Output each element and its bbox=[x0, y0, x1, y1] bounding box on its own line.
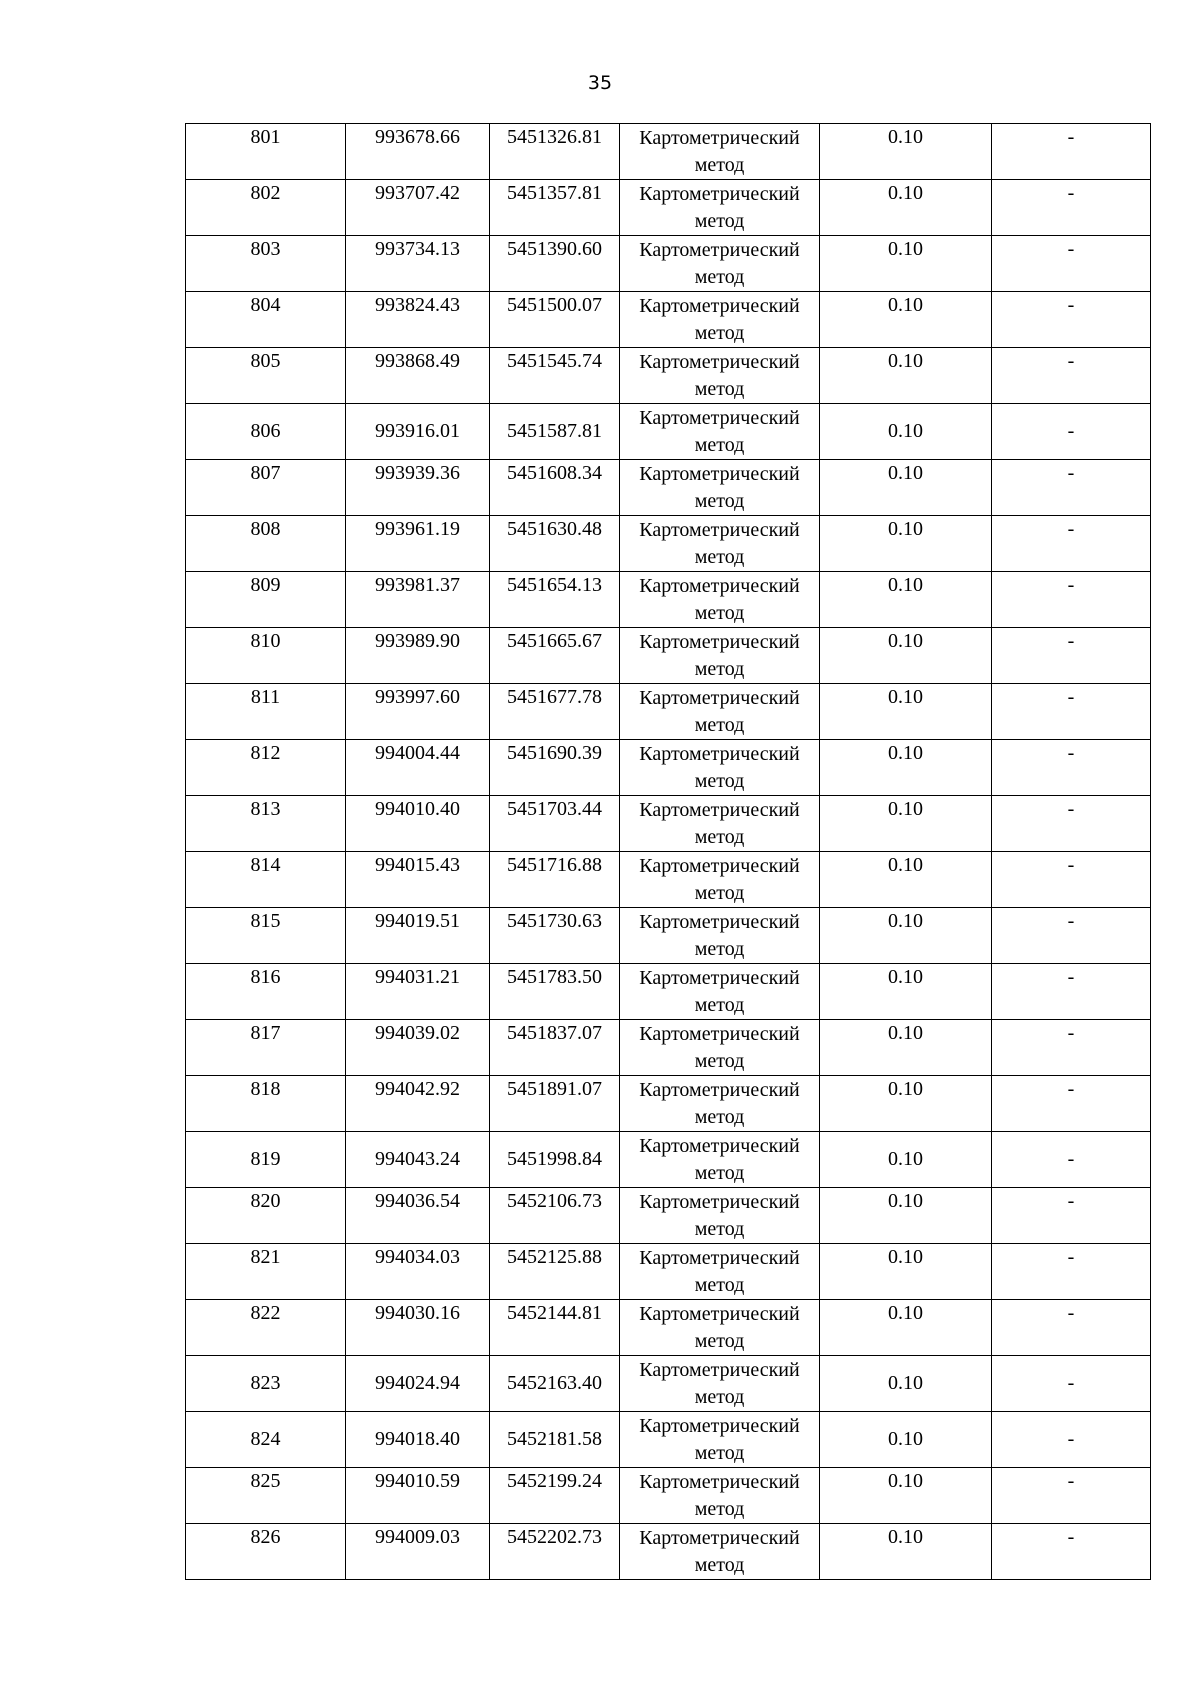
method-cell bbox=[620, 460, 820, 516]
method-cell bbox=[620, 348, 820, 404]
accuracy-cell: 0.10 bbox=[820, 1300, 992, 1356]
table-row bbox=[186, 1524, 1151, 1580]
table-row bbox=[186, 1300, 1151, 1356]
y-coordinate-cell: 5451654.13 bbox=[490, 572, 620, 628]
accuracy-cell: 0.10 bbox=[820, 460, 992, 516]
note-cell: - bbox=[992, 1300, 1151, 1356]
note-cell: - bbox=[992, 628, 1151, 684]
method-line-2: метод bbox=[694, 1050, 745, 1072]
table-row bbox=[186, 964, 1151, 1020]
method-line-1: Картометрический bbox=[639, 1471, 800, 1493]
method-cell bbox=[620, 964, 820, 1020]
x-coordinate-cell: 993939.36 bbox=[346, 460, 490, 516]
accuracy-cell: 0.10 bbox=[820, 740, 992, 796]
accuracy-cell: 0.10 bbox=[820, 516, 992, 572]
point-number-cell: 812 bbox=[186, 740, 346, 796]
x-coordinate-cell: 993824.43 bbox=[346, 292, 490, 348]
x-coordinate-cell: 993961.19 bbox=[346, 516, 490, 572]
method-line-1: Картометрический bbox=[639, 575, 800, 597]
method-line-2: метод bbox=[694, 658, 745, 680]
x-coordinate-cell: 994009.03 bbox=[346, 1524, 490, 1580]
method-line-2: метод bbox=[694, 1106, 745, 1128]
x-coordinate-cell: 994034.03 bbox=[346, 1244, 490, 1300]
x-coordinate-cell: 994018.40 bbox=[346, 1412, 490, 1468]
note-cell: - bbox=[992, 1412, 1151, 1468]
point-number-cell: 802 bbox=[186, 180, 346, 236]
accuracy-cell: 0.10 bbox=[820, 1356, 992, 1412]
table-row bbox=[186, 852, 1151, 908]
method-cell bbox=[620, 1076, 820, 1132]
x-coordinate-cell: 994030.16 bbox=[346, 1300, 490, 1356]
point-number-cell: 813 bbox=[186, 796, 346, 852]
accuracy-cell: 0.10 bbox=[820, 684, 992, 740]
method-cell bbox=[620, 852, 820, 908]
x-coordinate-cell: 994019.51 bbox=[346, 908, 490, 964]
table-row bbox=[186, 292, 1151, 348]
y-coordinate-cell: 5452125.88 bbox=[490, 1244, 620, 1300]
method-line-2: метод bbox=[694, 1554, 745, 1576]
method-line-2: метод bbox=[694, 154, 745, 176]
method-line-1: Картометрический bbox=[639, 183, 800, 205]
method-line-2: метод bbox=[694, 546, 745, 568]
method-line-1: Картометрический bbox=[639, 1527, 800, 1549]
accuracy-cell: 0.10 bbox=[820, 236, 992, 292]
method-line-2: метод bbox=[694, 770, 745, 792]
method-cell bbox=[620, 1132, 820, 1188]
method-line-1: Картометрический bbox=[639, 743, 800, 765]
table-row bbox=[186, 908, 1151, 964]
method-line-2: метод bbox=[694, 1386, 745, 1408]
table-row bbox=[186, 796, 1151, 852]
method-line-2: метод bbox=[694, 210, 745, 232]
table-row bbox=[186, 740, 1151, 796]
method-line-1: Картометрический bbox=[639, 1079, 800, 1101]
method-cell bbox=[620, 1468, 820, 1524]
y-coordinate-cell: 5452106.73 bbox=[490, 1188, 620, 1244]
note-cell: - bbox=[992, 516, 1151, 572]
y-coordinate-cell: 5451730.63 bbox=[490, 908, 620, 964]
method-line-1: Картометрический bbox=[639, 295, 800, 317]
method-line-1: Картометрический bbox=[639, 239, 800, 261]
method-line-2: метод bbox=[694, 938, 745, 960]
method-cell bbox=[620, 908, 820, 964]
point-number-cell: 811 bbox=[186, 684, 346, 740]
accuracy-cell: 0.10 bbox=[820, 1468, 992, 1524]
table-row bbox=[186, 404, 1151, 460]
method-line-1: Картометрический bbox=[639, 463, 800, 485]
note-cell: - bbox=[992, 1020, 1151, 1076]
point-number-cell: 821 bbox=[186, 1244, 346, 1300]
x-coordinate-cell: 994039.02 bbox=[346, 1020, 490, 1076]
method-line-1: Картометрический bbox=[639, 799, 800, 821]
method-cell bbox=[620, 684, 820, 740]
table-row bbox=[186, 1020, 1151, 1076]
method-cell bbox=[620, 1524, 820, 1580]
point-number-cell: 801 bbox=[186, 124, 346, 180]
accuracy-cell: 0.10 bbox=[820, 1244, 992, 1300]
accuracy-cell: 0.10 bbox=[820, 1132, 992, 1188]
method-cell bbox=[620, 1188, 820, 1244]
point-number-cell: 810 bbox=[186, 628, 346, 684]
accuracy-cell: 0.10 bbox=[820, 404, 992, 460]
method-line-1: Картометрический bbox=[639, 1135, 800, 1157]
note-cell: - bbox=[992, 572, 1151, 628]
note-cell: - bbox=[992, 124, 1151, 180]
note-cell: - bbox=[992, 1468, 1151, 1524]
method-cell bbox=[620, 1356, 820, 1412]
note-cell: - bbox=[992, 964, 1151, 1020]
method-line-2: метод bbox=[694, 1498, 745, 1520]
note-cell: - bbox=[992, 1076, 1151, 1132]
table-row bbox=[186, 1356, 1151, 1412]
y-coordinate-cell: 5451326.81 bbox=[490, 124, 620, 180]
method-line-1: Картометрический bbox=[639, 631, 800, 653]
point-number-cell: 824 bbox=[186, 1412, 346, 1468]
table-row bbox=[186, 460, 1151, 516]
method-line-1: Картометрический bbox=[639, 1191, 800, 1213]
y-coordinate-cell: 5451837.07 bbox=[490, 1020, 620, 1076]
accuracy-cell: 0.10 bbox=[820, 1020, 992, 1076]
method-line-1: Картометрический bbox=[639, 911, 800, 933]
method-line-1: Картометрический bbox=[639, 1303, 800, 1325]
table-row bbox=[186, 1132, 1151, 1188]
point-number-cell: 814 bbox=[186, 852, 346, 908]
point-number-cell: 818 bbox=[186, 1076, 346, 1132]
method-cell bbox=[620, 292, 820, 348]
method-line-1: Картометрический bbox=[639, 519, 800, 541]
point-number-cell: 822 bbox=[186, 1300, 346, 1356]
point-number-cell: 808 bbox=[186, 516, 346, 572]
method-line-1: Картометрический bbox=[639, 351, 800, 373]
method-line-2: метод bbox=[694, 1162, 745, 1184]
y-coordinate-cell: 5452199.24 bbox=[490, 1468, 620, 1524]
accuracy-cell: 0.10 bbox=[820, 964, 992, 1020]
note-cell: - bbox=[992, 1524, 1151, 1580]
point-number-cell: 816 bbox=[186, 964, 346, 1020]
table-row bbox=[186, 1468, 1151, 1524]
method-line-2: метод bbox=[694, 714, 745, 736]
accuracy-cell: 0.10 bbox=[820, 292, 992, 348]
method-cell bbox=[620, 1244, 820, 1300]
method-line-1: Картометрический bbox=[639, 407, 800, 429]
method-cell bbox=[620, 740, 820, 796]
method-cell bbox=[620, 236, 820, 292]
note-cell: - bbox=[992, 852, 1151, 908]
accuracy-cell: 0.10 bbox=[820, 908, 992, 964]
y-coordinate-cell: 5451390.60 bbox=[490, 236, 620, 292]
table-row bbox=[186, 1188, 1151, 1244]
point-number-cell: 826 bbox=[186, 1524, 346, 1580]
table-row bbox=[186, 236, 1151, 292]
table-row bbox=[186, 684, 1151, 740]
note-cell: - bbox=[992, 292, 1151, 348]
table-row bbox=[186, 572, 1151, 628]
note-cell: - bbox=[992, 796, 1151, 852]
y-coordinate-cell: 5451608.34 bbox=[490, 460, 620, 516]
point-number-cell: 825 bbox=[186, 1468, 346, 1524]
coordinates-table bbox=[185, 123, 1151, 1580]
method-cell bbox=[620, 404, 820, 460]
note-cell: - bbox=[992, 460, 1151, 516]
note-cell: - bbox=[992, 1356, 1151, 1412]
table-row bbox=[186, 180, 1151, 236]
accuracy-cell: 0.10 bbox=[820, 124, 992, 180]
method-line-1: Картометрический bbox=[639, 967, 800, 989]
y-coordinate-cell: 5451703.44 bbox=[490, 796, 620, 852]
y-coordinate-cell: 5451357.81 bbox=[490, 180, 620, 236]
note-cell: - bbox=[992, 1244, 1151, 1300]
y-coordinate-cell: 5451891.07 bbox=[490, 1076, 620, 1132]
y-coordinate-cell: 5451690.39 bbox=[490, 740, 620, 796]
y-coordinate-cell: 5451716.88 bbox=[490, 852, 620, 908]
y-coordinate-cell: 5451500.07 bbox=[490, 292, 620, 348]
point-number-cell: 803 bbox=[186, 236, 346, 292]
note-cell: - bbox=[992, 740, 1151, 796]
x-coordinate-cell: 994031.21 bbox=[346, 964, 490, 1020]
method-line-1: Картометрический bbox=[639, 687, 800, 709]
method-line-2: метод bbox=[694, 826, 745, 848]
x-coordinate-cell: 994004.44 bbox=[346, 740, 490, 796]
x-coordinate-cell: 994024.94 bbox=[346, 1356, 490, 1412]
x-coordinate-cell: 994015.43 bbox=[346, 852, 490, 908]
note-cell: - bbox=[992, 348, 1151, 404]
method-line-1: Картометрический bbox=[639, 1247, 800, 1269]
point-number-cell: 806 bbox=[186, 404, 346, 460]
x-coordinate-cell: 993868.49 bbox=[346, 348, 490, 404]
note-cell: - bbox=[992, 908, 1151, 964]
x-coordinate-cell: 993707.42 bbox=[346, 180, 490, 236]
x-coordinate-cell: 994043.24 bbox=[346, 1132, 490, 1188]
accuracy-cell: 0.10 bbox=[820, 852, 992, 908]
point-number-cell: 807 bbox=[186, 460, 346, 516]
x-coordinate-cell: 993989.90 bbox=[346, 628, 490, 684]
x-coordinate-cell: 993734.13 bbox=[346, 236, 490, 292]
method-line-1: Картометрический bbox=[639, 1023, 800, 1045]
method-line-2: метод bbox=[694, 882, 745, 904]
note-cell: - bbox=[992, 1132, 1151, 1188]
method-line-1: Картометрический bbox=[639, 1359, 800, 1381]
x-coordinate-cell: 993997.60 bbox=[346, 684, 490, 740]
method-line-2: метод bbox=[694, 434, 745, 456]
method-line-2: метод bbox=[694, 490, 745, 512]
table-row bbox=[186, 1076, 1151, 1132]
method-line-2: метод bbox=[694, 994, 745, 1016]
point-number-cell: 817 bbox=[186, 1020, 346, 1076]
method-cell bbox=[620, 124, 820, 180]
y-coordinate-cell: 5452163.40 bbox=[490, 1356, 620, 1412]
x-coordinate-cell: 994042.92 bbox=[346, 1076, 490, 1132]
note-cell: - bbox=[992, 404, 1151, 460]
y-coordinate-cell: 5451545.74 bbox=[490, 348, 620, 404]
point-number-cell: 804 bbox=[186, 292, 346, 348]
method-line-2: метод bbox=[694, 1442, 745, 1464]
point-number-cell: 820 bbox=[186, 1188, 346, 1244]
y-coordinate-cell: 5451587.81 bbox=[490, 404, 620, 460]
table-body bbox=[186, 124, 1151, 1580]
accuracy-cell: 0.10 bbox=[820, 1188, 992, 1244]
method-cell bbox=[620, 1412, 820, 1468]
x-coordinate-cell: 993916.01 bbox=[346, 404, 490, 460]
x-coordinate-cell: 993981.37 bbox=[346, 572, 490, 628]
method-line-2: метод bbox=[694, 266, 745, 288]
y-coordinate-cell: 5452181.58 bbox=[490, 1412, 620, 1468]
y-coordinate-cell: 5452144.81 bbox=[490, 1300, 620, 1356]
method-line-2: метод bbox=[694, 378, 745, 400]
accuracy-cell: 0.10 bbox=[820, 628, 992, 684]
x-coordinate-cell: 994010.59 bbox=[346, 1468, 490, 1524]
point-number-cell: 815 bbox=[186, 908, 346, 964]
method-line-2: метод bbox=[694, 322, 745, 344]
y-coordinate-cell: 5451998.84 bbox=[490, 1132, 620, 1188]
method-line-2: метод bbox=[694, 602, 745, 624]
method-cell bbox=[620, 628, 820, 684]
method-line-2: метод bbox=[694, 1274, 745, 1296]
accuracy-cell: 0.10 bbox=[820, 572, 992, 628]
accuracy-cell: 0.10 bbox=[820, 348, 992, 404]
x-coordinate-cell: 994036.54 bbox=[346, 1188, 490, 1244]
note-cell: - bbox=[992, 684, 1151, 740]
point-number-cell: 823 bbox=[186, 1356, 346, 1412]
table-row bbox=[186, 1412, 1151, 1468]
accuracy-cell: 0.10 bbox=[820, 1524, 992, 1580]
x-coordinate-cell: 994010.40 bbox=[346, 796, 490, 852]
accuracy-cell: 0.10 bbox=[820, 1412, 992, 1468]
point-number-cell: 819 bbox=[186, 1132, 346, 1188]
page-number: 35 bbox=[587, 72, 613, 94]
y-coordinate-cell: 5451677.78 bbox=[490, 684, 620, 740]
accuracy-cell: 0.10 bbox=[820, 1076, 992, 1132]
x-coordinate-cell: 993678.66 bbox=[346, 124, 490, 180]
y-coordinate-cell: 5451665.67 bbox=[490, 628, 620, 684]
table-row bbox=[186, 348, 1151, 404]
table-row bbox=[186, 516, 1151, 572]
y-coordinate-cell: 5451783.50 bbox=[490, 964, 620, 1020]
method-line-1: Картометрический bbox=[639, 127, 800, 149]
point-number-cell: 809 bbox=[186, 572, 346, 628]
accuracy-cell: 0.10 bbox=[820, 796, 992, 852]
method-cell bbox=[620, 516, 820, 572]
accuracy-cell: 0.10 bbox=[820, 180, 992, 236]
point-number-cell: 805 bbox=[186, 348, 346, 404]
table-row bbox=[186, 124, 1151, 180]
method-cell bbox=[620, 796, 820, 852]
table-row bbox=[186, 628, 1151, 684]
method-cell bbox=[620, 1020, 820, 1076]
method-cell bbox=[620, 572, 820, 628]
note-cell: - bbox=[992, 1188, 1151, 1244]
note-cell: - bbox=[992, 180, 1151, 236]
y-coordinate-cell: 5452202.73 bbox=[490, 1524, 620, 1580]
method-line-2: метод bbox=[694, 1218, 745, 1240]
method-cell bbox=[620, 1300, 820, 1356]
method-line-2: метод bbox=[694, 1330, 745, 1352]
table-row bbox=[186, 1244, 1151, 1300]
method-line-1: Картометрический bbox=[639, 855, 800, 877]
note-cell: - bbox=[992, 236, 1151, 292]
method-cell bbox=[620, 180, 820, 236]
method-line-1: Картометрический bbox=[639, 1415, 800, 1437]
y-coordinate-cell: 5451630.48 bbox=[490, 516, 620, 572]
